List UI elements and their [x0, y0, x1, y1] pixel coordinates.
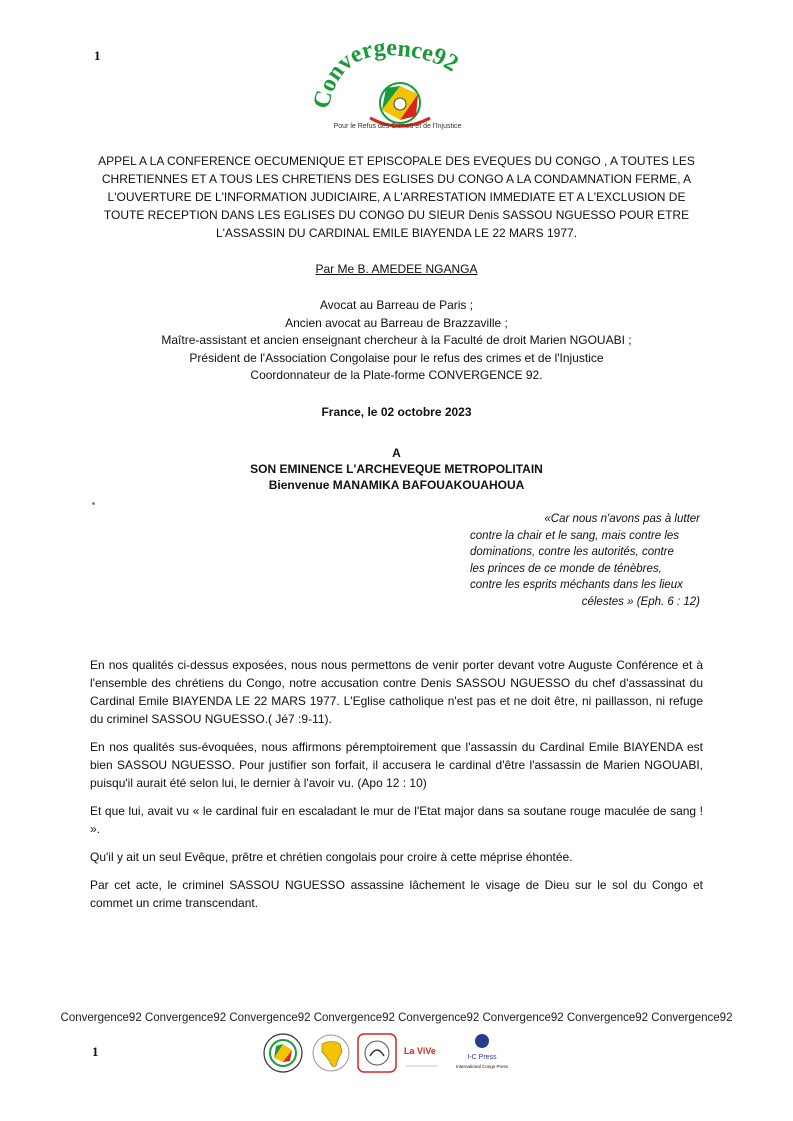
la-vive-label: La ViVe — [404, 1046, 436, 1056]
letter-body — [90, 656, 703, 922]
credential-line: Avocat au Barreau de Paris ; — [319, 298, 474, 312]
addressee-name: Bienvenue MANAMIKA BAFOUAKOUAHOUA — [268, 478, 525, 492]
body-paragraph: Par cet acte, le criminel SASSOU NGUESSO assassine lâchement le visage de Dieu sur le sol du Congo et commet un crime transcendant. — [90, 878, 703, 910]
page-number: 1 — [94, 48, 101, 63]
quote-line: contre les esprits méchants dans les lieux — [470, 579, 683, 591]
document-date: France, le 02 octobre 2023 — [321, 405, 472, 419]
addressee-block — [0, 445, 793, 493]
author-credentials — [90, 297, 703, 385]
author-line — [0, 262, 793, 276]
body-paragraph: En nos qualités sus-évoquées, nous affirmons péremptoirement que l'assassin du Cardinal Emile BIAYENDA est bien SASSOU NGUESSO. Pour justifier son forfait, il accusera le cardinal d'être l'assassin de Marien NGOUABI, puisqu'il aurait été selon lui, le dernier à l'avoir vu. (Apo 12 : 10) — [90, 740, 703, 790]
epigraph-quote — [470, 511, 700, 610]
la-vive-logo — [404, 1046, 438, 1066]
document-title — [90, 152, 703, 242]
title-line: L'ASSASSIN DU CARDINAL EMILE BIAYENDA LE 22 MARS 1977. — [215, 226, 578, 240]
quote-line: «Car nous n'avons pas à lutter — [544, 513, 700, 525]
body-paragraph: Qu'il y ait un seul Evêque, prêtre et chrétien congolais pour croire à cette méprise éhontée. — [90, 850, 573, 864]
author-name: Par Me B. AMEDEE NGANGA — [315, 262, 478, 276]
quote-line: célestes » (Eph. 6 : 12) — [581, 595, 700, 608]
quote-line: les princes de ce monde de ténèbres, — [470, 562, 662, 575]
quote-line: dominations, contre les autorités, contre — [470, 546, 674, 558]
africa-map-logo — [313, 1035, 349, 1071]
emblem-logo — [358, 1034, 396, 1072]
scan-mark — [92, 502, 95, 505]
title-line: L'OUVERTURE DE L'INFORMATION JUDICIAIRE, A L'ARRESTATION IMMEDIATE ET A L'EXCLUSION DE — [107, 190, 686, 204]
congo-flag-emblem — [370, 83, 430, 126]
title-line: TOUTE RECEPTION DANS LES EGLISES DU CONGO DU SIEUR Denis SASSOU NGUESSO POUR ETRE — [103, 208, 690, 222]
body-paragraph: En nos qualités ci-dessus exposées, nous nous permettons de venir porter devant votre Auguste Conférence et à l'ensemble des chrétiens du Congo, notre accusation contre Denis SASSOU NGUESSO du chef d'assassinat du Cardinal Emile BIAYENDA LE 22 MARS 1977. L'Eglise catholique n'est pas et ne doit être, ni paillasson, ni refuge du criminel SASSOU NGUESSO.( Jé7 :9-11). — [90, 658, 703, 726]
footer-logos — [262, 1032, 527, 1074]
credential-line: Ancien avocat au Barreau de Brazzaville ; — [285, 315, 508, 330]
title-line: APPEL A LA CONFERENCE OECUMENIQUE ET EPISCOPALE DES EVEQUES DU CONGO , A TOUTES LES — [98, 154, 695, 168]
logo-tagline: Pour le Refus des Crimes et de l'Injustice — [333, 123, 462, 130]
body-paragraph: Et que lui, avait vu « le cardinal fuir en escaladant le mur de l'Etat major dans sa soutane rouge maculée de sang ! ». — [90, 804, 703, 836]
logo-text: Convergence92 — [308, 38, 463, 112]
association-seal-logo — [264, 1034, 302, 1072]
credential-line: Coordonnateur de la Plate-forme CONVERGENCE 92. — [250, 368, 543, 382]
ic-press-label: I-C Press — [467, 1054, 497, 1061]
credential-line: Président de l'Association Congolaise pour le refus des crimes et de l'Injustice — [189, 350, 604, 365]
ic-press-logo — [456, 1034, 509, 1069]
footer-watermark-band: Convergence92 Convergence92 Convergence92 Convergence92 Convergence92 Convergence92 Convergence92 Convergence92 — [60, 1012, 733, 1024]
ic-press-sublabel: International Congo Press — [455, 1064, 509, 1069]
addressee-title: SON EMINENCE L'ARCHEVEQUE METROPOLITAIN — [250, 462, 543, 476]
footer-page-number: 1 — [92, 1044, 99, 1059]
addressee-prefix: A — [392, 446, 401, 460]
credential-line: Maître-assistant et ancien enseignant chercheur à la Faculté de droit Marien NGOUABI ; — [161, 333, 632, 347]
quote-line: contre la chair et le sang, mais contre les — [470, 529, 680, 542]
title-line: CHRETIENNES ET A TOUS LES CHRETIENS DES EGLISES DU CONGO A LA CONDAMNATION FERME, A — [101, 172, 692, 186]
